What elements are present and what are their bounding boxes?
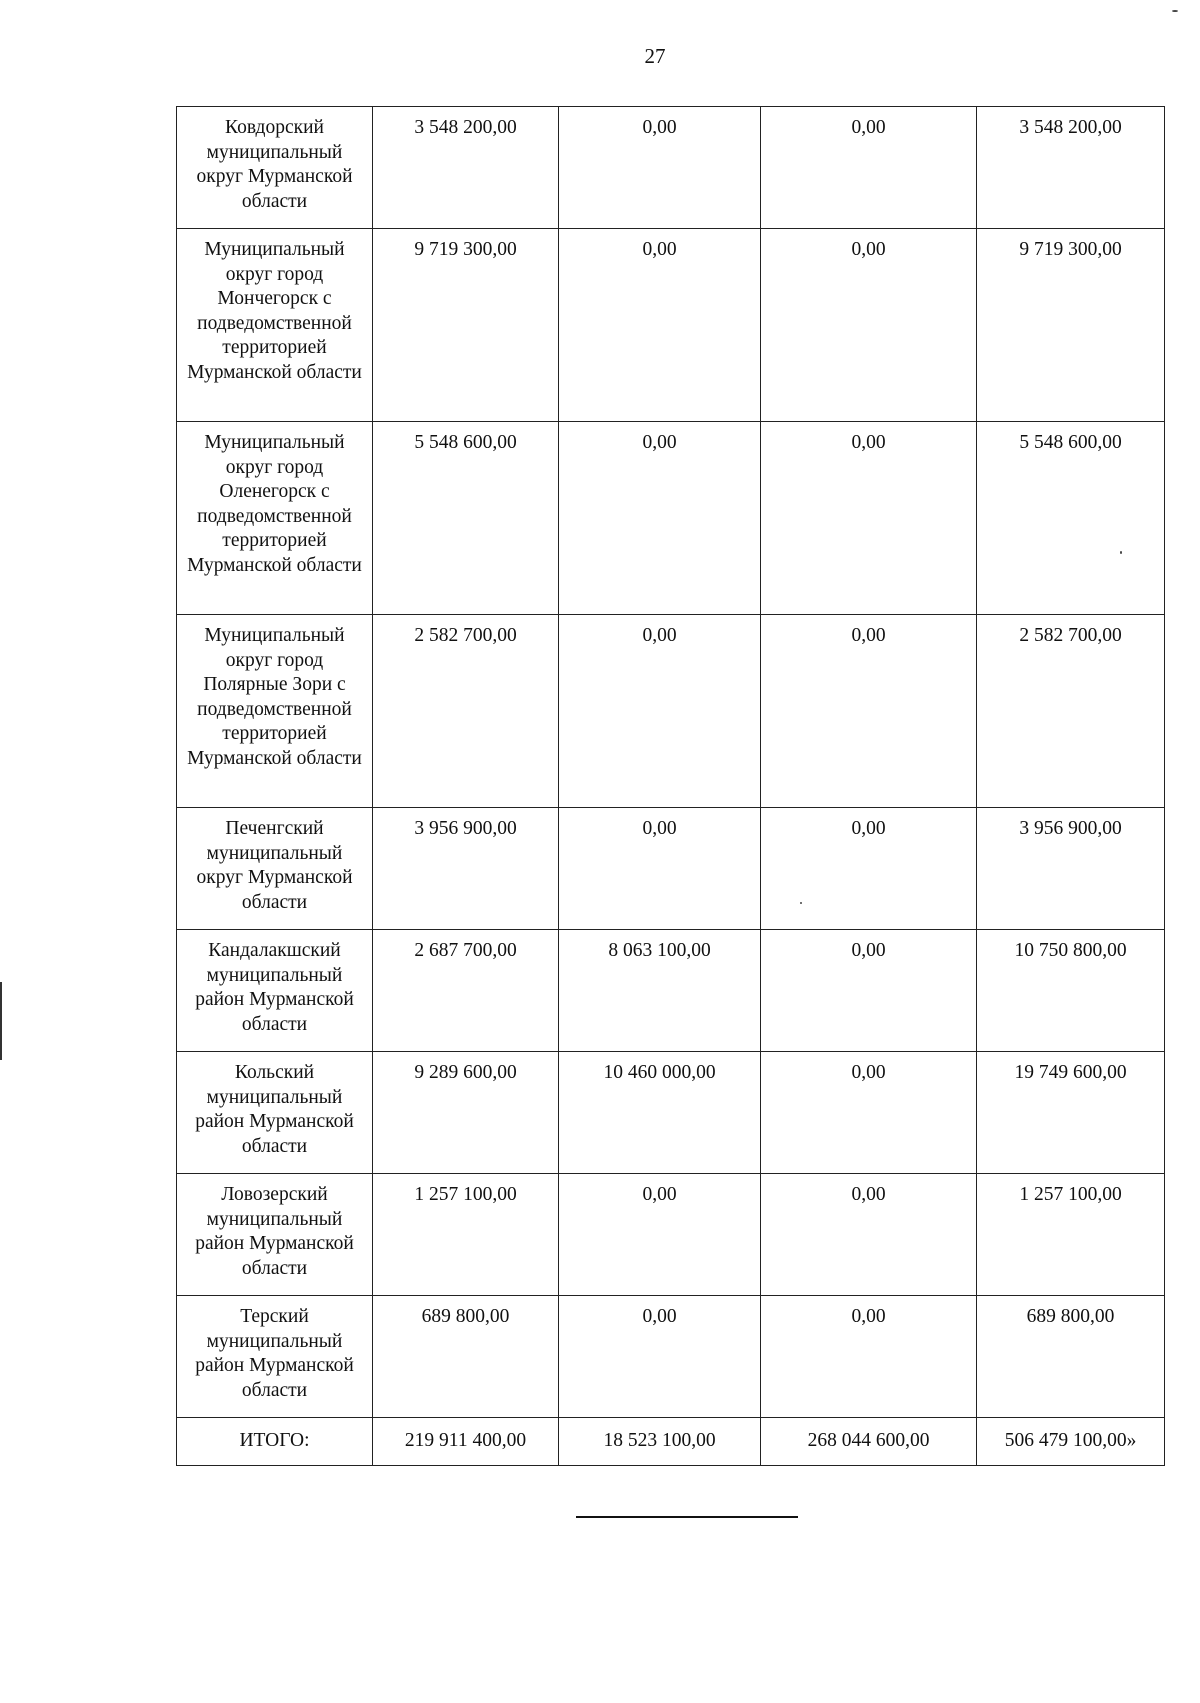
amount-cell: 0,00 (559, 1296, 761, 1418)
amount-cell: 3 956 900,00 (977, 808, 1165, 930)
amount-cell: 1 257 100,00 (373, 1174, 559, 1296)
amount-cell: 9 289 600,00 (373, 1052, 559, 1174)
table-row (177, 1052, 1165, 1174)
municipality-name-cell: Печенгский муниципальный округ Мурманской области (177, 808, 373, 930)
municipality-name-cell: Терский муниципальный район Мурманской области (177, 1296, 373, 1418)
table-row (177, 422, 1165, 615)
total-label-cell: ИТОГО: (177, 1418, 373, 1466)
amount-cell: 0,00 (761, 1174, 977, 1296)
table-row (177, 615, 1165, 808)
amount-cell: 0,00 (559, 808, 761, 930)
municipality-name-cell: Ковдорский муниципальный округ Мурманской области (177, 107, 373, 229)
amount-cell: 0,00 (559, 422, 761, 615)
amount-cell: 2 582 700,00 (373, 615, 559, 808)
scan-margin-mark (0, 982, 2, 1060)
amount-cell: 8 063 100,00 (559, 930, 761, 1052)
scan-speck (800, 902, 802, 904)
table-row (177, 107, 1165, 229)
amount-cell: 0,00 (761, 1296, 977, 1418)
amount-cell: 0,00 (761, 1052, 977, 1174)
municipality-name-cell: Кандалакшский муниципальный район Мурманской области (177, 930, 373, 1052)
amount-cell: 0,00 (559, 615, 761, 808)
total-amount-cell: 268 044 600,00 (761, 1418, 977, 1466)
table-row (177, 1296, 1165, 1418)
municipality-name-cell: Муниципальный округ город Полярные Зори с подведомственной территорией Мурманской области (177, 615, 373, 808)
amount-cell: 2 582 700,00 (977, 615, 1165, 808)
municipality-name-cell: Кольский муниципальный район Мурманской области (177, 1052, 373, 1174)
total-amount-cell: 506 479 100,00» (977, 1418, 1165, 1466)
scan-speck (1120, 551, 1122, 554)
amount-cell: 3 548 200,00 (977, 107, 1165, 229)
table-row (177, 808, 1165, 930)
closing-rule (576, 1516, 798, 1518)
amount-cell: 0,00 (761, 615, 977, 808)
amount-cell: 0,00 (559, 1174, 761, 1296)
amount-cell: 0,00 (559, 107, 761, 229)
amount-cell: 5 548 600,00 (977, 422, 1165, 615)
amount-cell: 3 548 200,00 (373, 107, 559, 229)
amount-cell: 19 749 600,00 (977, 1052, 1165, 1174)
table-row (177, 229, 1165, 422)
amount-cell: 3 956 900,00 (373, 808, 559, 930)
amount-cell: 10 460 000,00 (559, 1052, 761, 1174)
total-amount-cell: 18 523 100,00 (559, 1418, 761, 1466)
amount-cell: 0,00 (559, 229, 761, 422)
table-row (177, 1174, 1165, 1296)
table-row (177, 930, 1165, 1052)
amount-cell: 0,00 (761, 808, 977, 930)
amount-cell: 5 548 600,00 (373, 422, 559, 615)
amount-cell: 689 800,00 (373, 1296, 559, 1418)
amount-cell: 0,00 (761, 107, 977, 229)
scan-speck (1172, 10, 1178, 12)
amount-cell: 0,00 (761, 930, 977, 1052)
municipality-name-cell: Ловозерский муниципальный район Мурманской области (177, 1174, 373, 1296)
municipality-name-cell: Муниципальный округ город Оленегорск с подведомственной территорией Мурманской области (177, 422, 373, 615)
amount-cell: 9 719 300,00 (977, 229, 1165, 422)
amount-cell: 2 687 700,00 (373, 930, 559, 1052)
amount-cell: 9 719 300,00 (373, 229, 559, 422)
table-body (177, 107, 1165, 1466)
budget-distribution-table (176, 106, 1165, 1466)
amount-cell: 1 257 100,00 (977, 1174, 1165, 1296)
amount-cell: 689 800,00 (977, 1296, 1165, 1418)
amount-cell: 0,00 (761, 229, 977, 422)
total-amount-cell: 219 911 400,00 (373, 1418, 559, 1466)
amount-cell: 0,00 (761, 422, 977, 615)
total-row (177, 1418, 1165, 1466)
amount-cell: 10 750 800,00 (977, 930, 1165, 1052)
municipality-name-cell: Муниципальный округ город Мончегорск с подведомственной территорией Мурманской области (177, 229, 373, 422)
page-number: 27 (644, 44, 666, 68)
